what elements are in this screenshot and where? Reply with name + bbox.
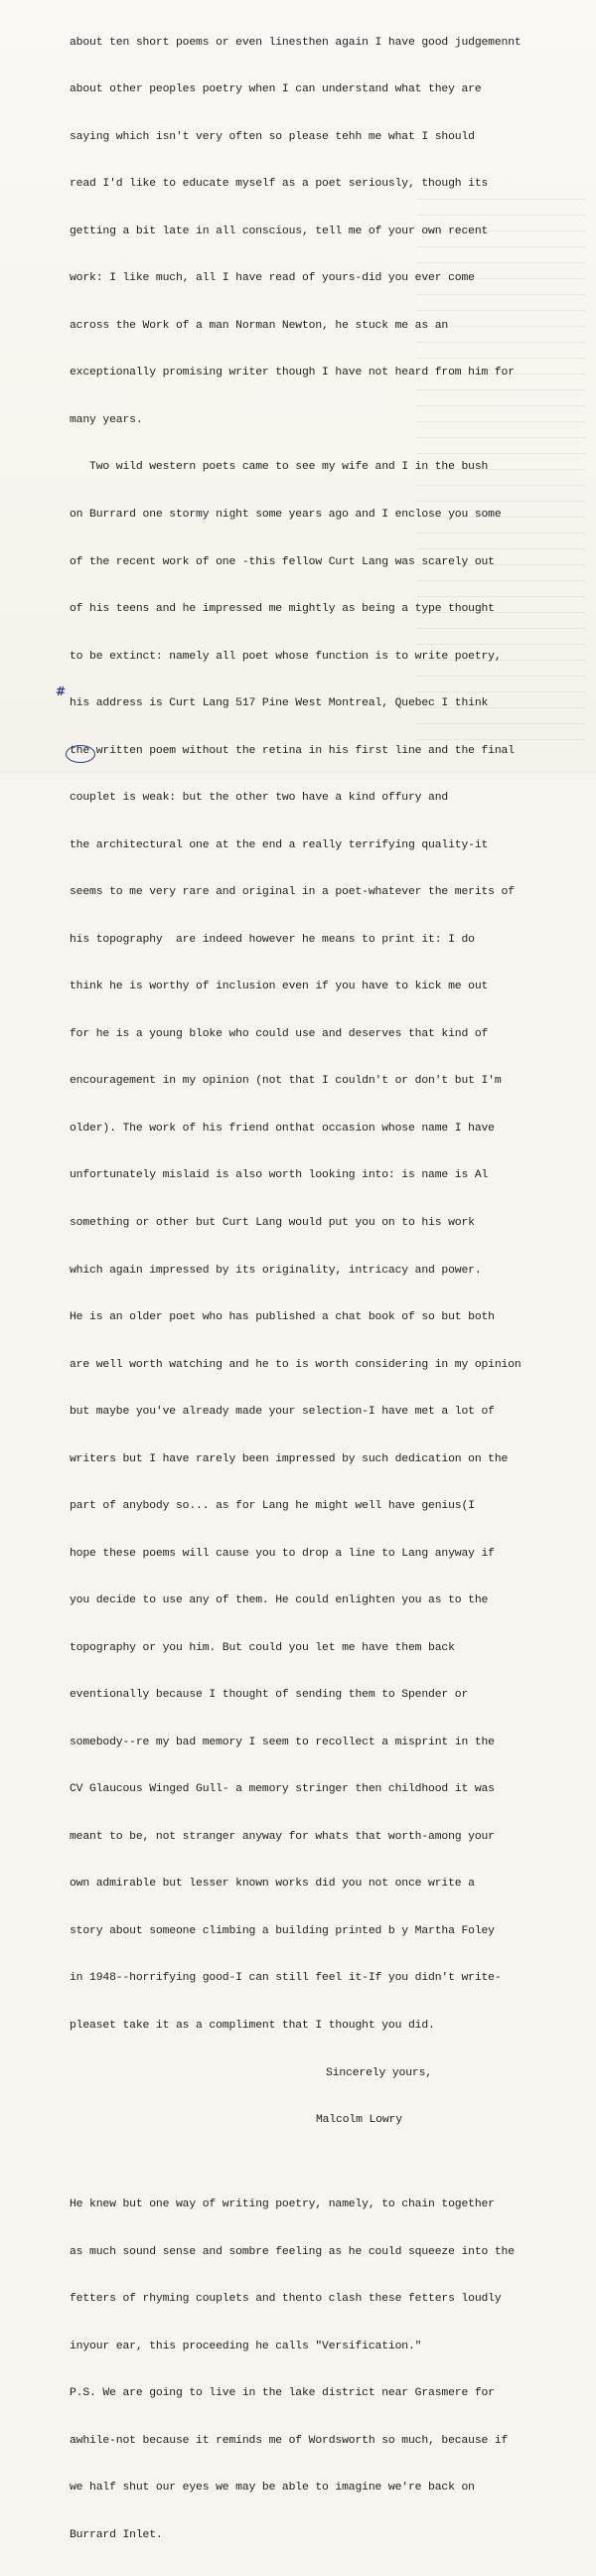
letter-line: getting a bit late in all conscious, tell me of your own recent [70, 225, 489, 237]
letter-line: seems to me very rare and original in a poet-whatever the merits of [70, 886, 515, 899]
letter-line: pleaset take it as a compliment that I thought you did. [70, 2020, 435, 2032]
letter-line: but maybe you've already made your selection-I have met a lot of [70, 1406, 495, 1419]
letter-line: couplet is weak: but the other two have a kind offury and [70, 792, 449, 805]
letter-line: older). The work of his friend onthat occasion whose name I have [70, 1122, 495, 1135]
letter-line: eventionally because I thought of sending them to Spender or [70, 1689, 469, 1702]
letter-line: of the recent work of one -this fellow Curt Lang was scarely out [70, 555, 495, 568]
letter-line: CV Glaucous Winged Gull- a memory stringer then childhood it was [70, 1783, 495, 1796]
letter-line: own admirable but lesser known works did you not once write a [70, 1878, 475, 1891]
letter-line: the architectural one at the end a really terrifying quality-it [70, 838, 489, 851]
letter-line: you decide to use any of them. He could enlighten you as to the [70, 1594, 489, 1607]
postscript-line: we half shut our eyes we may be able to imagine we're back on [70, 2482, 475, 2495]
letter-line: read I'd like to educate myself as a poet seriously, though its [70, 178, 489, 191]
postscript-line: P.S. We are going to live in the lake district near Grasmere for [70, 2387, 495, 2400]
letter-line: exceptionally promising writer though I have not heard from him for [70, 367, 515, 379]
closing-text: Sincerely yours, [326, 2066, 432, 2079]
letter-line: unfortunately mislaid is also worth looking into: is name is Al [70, 1169, 489, 1182]
letter-line: the written poem without the retina in his first line and the final [70, 744, 515, 757]
letter-line: part of anybody so... as for Lang he might well have genius(I [70, 1500, 475, 1513]
letter-line: work: I like much, all I have read of yours-did you ever come [70, 272, 475, 285]
letter-line: about other peoples poetry when I can understand what they are [70, 83, 482, 96]
letter-line: to be extinct: namely all poet whose function is to write poetry, [70, 650, 502, 663]
letter-line: hope these poems will cause you to drop a line to Lang anyway if [70, 1547, 495, 1560]
letter-line: saying which isn't very often so please tehh me what I should [70, 130, 475, 143]
letter-line: He is an older poet who has published a chat book of so but both [70, 1311, 495, 1324]
letter-line: something or other but Curt Lang would put you on to his work [70, 1216, 475, 1229]
postscript-line: fetters of rhyming couplets and thento clash these fetters loudly [70, 2293, 502, 2306]
letter-line: for he is a young bloke who could use and deserves that kind of [70, 1027, 489, 1040]
letter-line: story about someone climbing a building printed b y Martha Foley [70, 1924, 495, 1937]
letter-line: his address is Curt Lang 517 Pine West Montreal, Quebec I think [70, 697, 489, 710]
letter-line: across the Work of a man Norman Newton, he stuck me as an [70, 319, 449, 332]
postscript-line: awhile-not because it reminds me of Wordsworth so much, because if [70, 2434, 509, 2447]
letter-line: encouragement in my opinion (not that I couldn't or don't but I'm [70, 1075, 502, 1088]
ps-circle-annotation [66, 745, 95, 763]
letter-line: on Burrard one stormy night some years ago and I enclose you some [70, 509, 502, 521]
letter-line: of his teens and he impressed me mightly as being a type thought [70, 603, 495, 616]
signature-name: Malcolm Lowry [316, 2114, 402, 2127]
letter-line: about ten short poems or even linesthen again I have good judgemennt [70, 36, 522, 49]
postscript-line: inyour ear, this proceeding he calls "Versification." [70, 2340, 422, 2352]
letter-line: Two wild western poets came to see my wife and I in the bush [70, 461, 489, 474]
letter-line: many years. [70, 413, 143, 426]
letter-line: meant to be, not stranger anyway for whats that worth-among your [70, 1830, 495, 1843]
letter-line: topography or you him. But could you let me have them back [70, 1641, 455, 1654]
letter-line: his topography are indeed however he means to print it: I do [70, 933, 475, 946]
letter-line: are well worth watching and he to is worth considering in my opinion [70, 1358, 522, 1371]
letter-line: think he is worthy of inclusion even if you have to kick me out [70, 981, 489, 993]
letter-line: which again impressed by its originality, intricacy and power. [70, 1264, 482, 1277]
postscript-line: as much sound sense and sombre feeling as he could squeeze into the [70, 2245, 515, 2258]
postscript-line: Burrard Inlet. [70, 2529, 163, 2541]
letter-line: writers but I have rarely been impressed by such dedication on the [70, 1452, 509, 1465]
postscript-line: He knew but one way of writing poetry, namely, to chain together [70, 2198, 495, 2211]
hash-mark-annotation: # [56, 684, 67, 698]
letter-body [70, 4, 586, 2576]
letter-line: somebody--re my bad memory I seem to recollect a misprint in the [70, 1736, 495, 1748]
letter-line: in 1948--horrifying good-I can still feel it-If you didn't write- [70, 1972, 502, 1985]
